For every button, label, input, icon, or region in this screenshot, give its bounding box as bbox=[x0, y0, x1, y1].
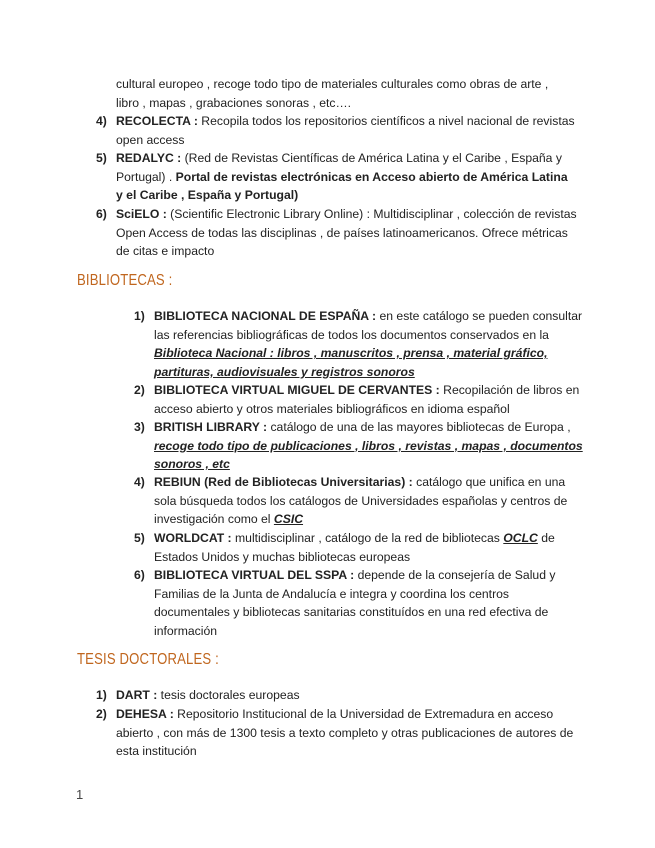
link-text[interactable]: Biblioteca Nacional : libros , manuscritos , prensa , material gráfico, bbox=[154, 346, 548, 361]
link-text[interactable]: sonoros , etc bbox=[154, 457, 230, 472]
list-item-recolecta bbox=[116, 112, 575, 149]
list-number: 2) bbox=[134, 383, 145, 397]
text-line: Open Access de todas las disciplinas , de países latinoamericanos. Ofrece métricas bbox=[116, 225, 568, 240]
item-title: SciELO : bbox=[116, 207, 167, 221]
list-item-scielo bbox=[116, 205, 577, 261]
list-number: 5) bbox=[134, 531, 145, 545]
paragraph-continuation bbox=[116, 75, 548, 112]
list-number: 1) bbox=[134, 309, 145, 323]
text-line: información bbox=[154, 623, 217, 638]
item-title: BIBLIOTECA VIRTUAL MIGUEL DE CERVANTES : bbox=[154, 383, 440, 397]
list-item-rebiun bbox=[154, 473, 567, 529]
text-line: cultural europeo , recoge todo tipo de materiales culturales como obras de arte , bbox=[116, 77, 549, 91]
section-heading-tesis: TESIS DOCTORALES : bbox=[77, 651, 219, 668]
text-line: open access bbox=[116, 132, 185, 147]
bold-text: y el Caribe , España y Portugal) bbox=[116, 188, 299, 203]
list-item-worldcat bbox=[154, 529, 555, 566]
text-line: de citas e impacto bbox=[116, 244, 215, 259]
text-line: abierto , con más de 1300 tesis a texto completo y otras publicaciones de autores de bbox=[116, 725, 574, 740]
item-title: DART : bbox=[116, 688, 158, 702]
bold-text: Portal de revistas electrónicas en Acceso abierto de América Latina bbox=[175, 169, 568, 184]
list-item-redalyc bbox=[116, 149, 568, 205]
text-line: tesis doctorales europeas bbox=[157, 688, 300, 702]
text-line: las referencias bibliográficas de todos los documentos conservados en la bbox=[154, 327, 549, 342]
list-number: 5) bbox=[96, 151, 107, 165]
text-line: esta institución bbox=[116, 744, 197, 759]
item-title: BIBLIOTECA VIRTUAL DEL SSPA : bbox=[154, 568, 355, 582]
list-item-sspa bbox=[154, 566, 555, 640]
item-title: WORLDCAT : bbox=[154, 531, 232, 545]
list-item-dehesa bbox=[116, 705, 573, 761]
text-line: investigación como el bbox=[154, 512, 274, 527]
item-title: BRITISH LIBRARY : bbox=[154, 420, 268, 434]
text-line: en este catálogo se pueden consultar bbox=[376, 309, 583, 323]
item-title: REBIUN (Red de Bibliotecas Universitarias) : bbox=[154, 475, 413, 489]
text-line: sola búsqueda todos los catálogos de Universidades españolas y centros de bbox=[154, 493, 568, 508]
text-line: acceso abierto y otros materiales bibliográficos en idioma español bbox=[154, 401, 510, 416]
text-line: documentales y bibliotecas sanitarias constituídos en una red efectiva de bbox=[154, 605, 549, 620]
list-number: 6) bbox=[96, 207, 107, 221]
link-text[interactable]: recoge todo tipo de publicaciones , libros , revistas , mapas , documentos bbox=[154, 438, 583, 453]
list-number: 4) bbox=[96, 114, 107, 128]
list-item-british-library bbox=[154, 418, 583, 474]
text-line: Estados Unidos y muchas bibliotecas europeas bbox=[154, 549, 411, 564]
list-item-bne bbox=[154, 307, 582, 381]
text-line: multidisciplinar , catálogo de la red de bibliotecas bbox=[231, 531, 504, 545]
list-number: 4) bbox=[134, 475, 145, 489]
text-line: (Scientific Electronic Library Online) : Multidisciplinar , colección de revistas bbox=[166, 207, 577, 221]
text-line: Recopila todos los repositorios científicos a nivel nacional de revistas bbox=[197, 114, 575, 128]
section-heading-bibliotecas: BIBLIOTECAS : bbox=[77, 272, 173, 289]
text-line: Recopilación de libros en bbox=[439, 383, 580, 397]
text-line: de bbox=[537, 531, 555, 545]
text-line: libro , mapas , grabaciones sonoras , etc…. bbox=[116, 95, 352, 110]
item-title: RECOLECTA : bbox=[116, 114, 198, 128]
link-text[interactable]: partituras, audiovisuales y registros sonoros bbox=[154, 364, 415, 379]
list-item-dart bbox=[116, 686, 300, 705]
oclc-link[interactable]: OCLC bbox=[503, 531, 538, 545]
text-line: (Red de Revistas Científicas de América Latina y el Caribe , España y bbox=[181, 151, 562, 165]
item-title: REDALYC : bbox=[116, 151, 182, 165]
text-line: catálogo de una de las mayores bibliotecas de Europa , bbox=[267, 420, 571, 434]
text-line: Familias de la Junta de Andalucía e integra y coordina los centros bbox=[154, 586, 509, 601]
page-number: 1 bbox=[76, 787, 84, 802]
list-number: 6) bbox=[134, 568, 145, 582]
text-line: depende de la consejería de Salud y bbox=[354, 568, 556, 582]
item-title: DEHESA : bbox=[116, 707, 174, 721]
list-number: 1) bbox=[96, 688, 107, 702]
csic-link[interactable]: CSIC bbox=[273, 512, 304, 527]
text-line: catálogo que unifica en una bbox=[412, 475, 566, 489]
list-item-cervantes bbox=[154, 381, 579, 418]
item-title: BIBLIOTECA NACIONAL DE ESPAÑA : bbox=[154, 309, 377, 323]
text-line: Repositorio Institucional de la Universidad de Extremadura en acceso bbox=[173, 707, 554, 721]
text-line: Portugal) . bbox=[116, 169, 176, 184]
list-number: 2) bbox=[96, 707, 107, 721]
list-number: 3) bbox=[134, 420, 145, 434]
